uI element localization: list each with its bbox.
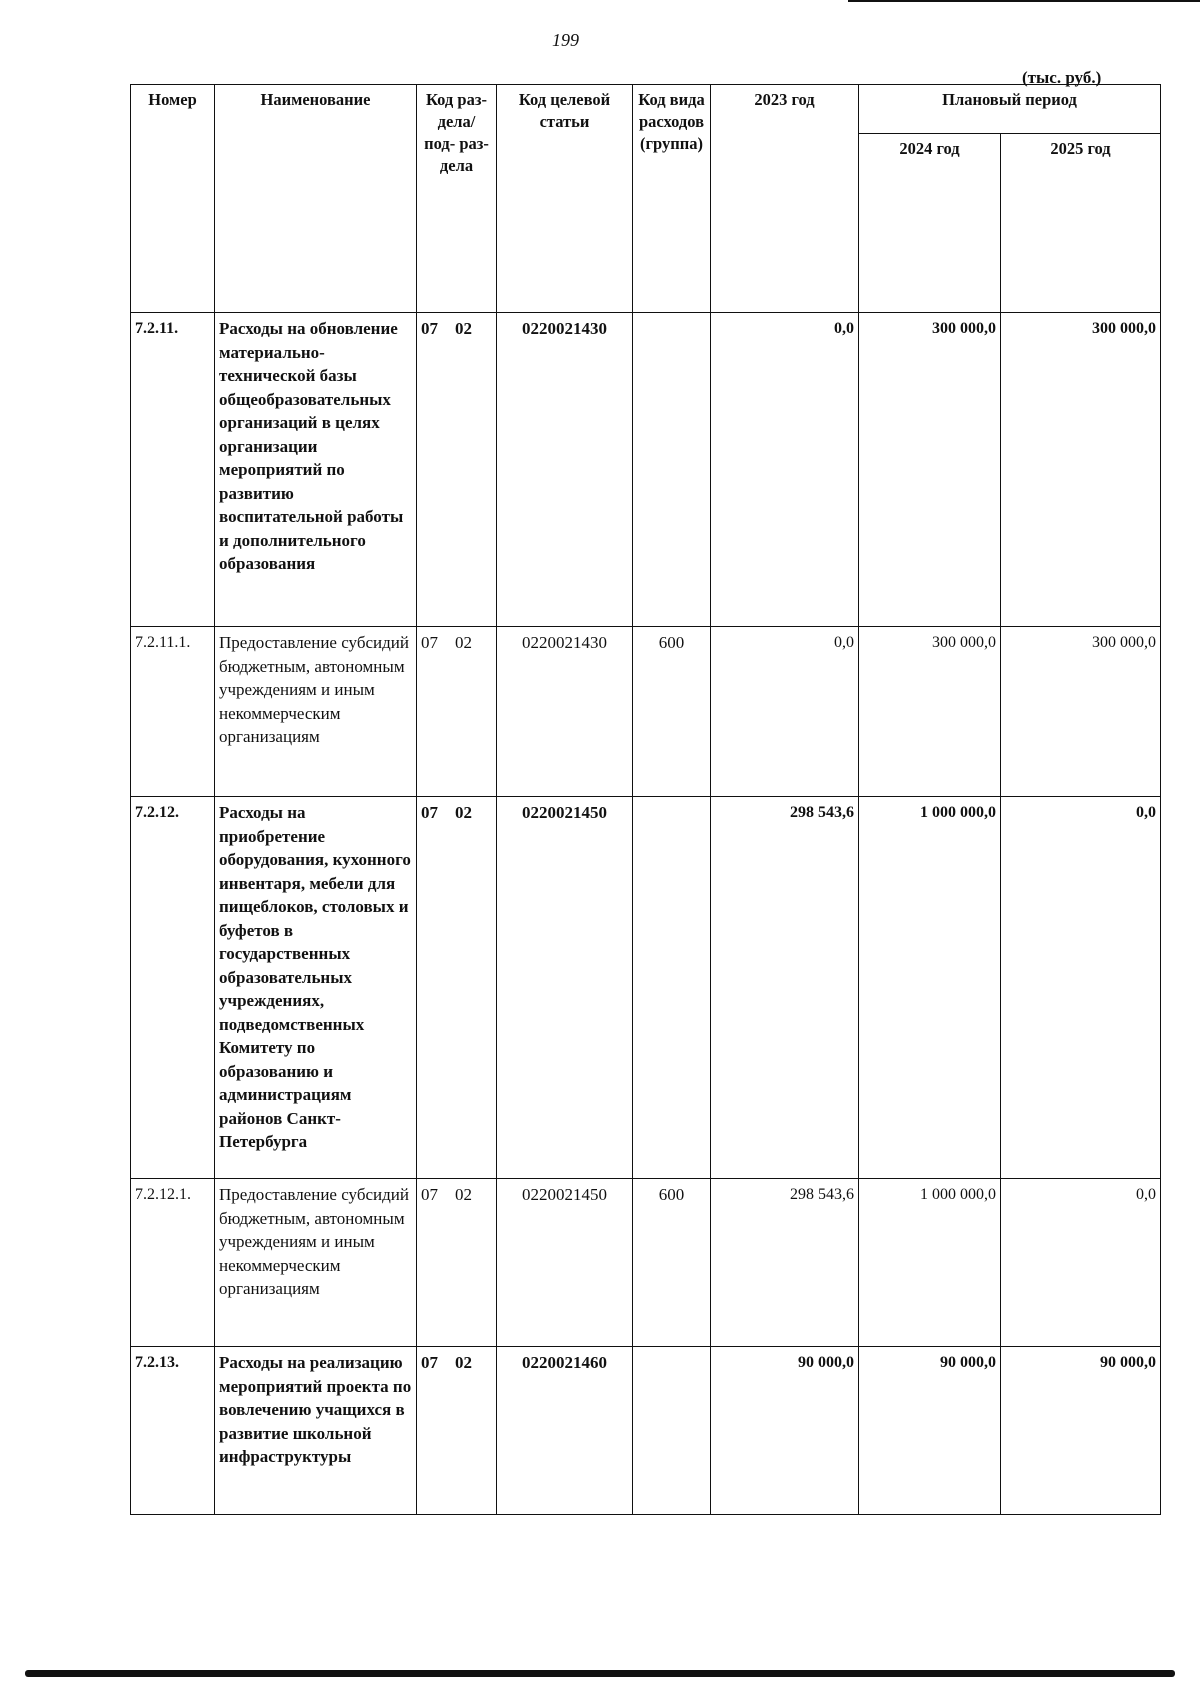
- table-row: [131, 1179, 1161, 1347]
- header-number: Номер: [131, 85, 215, 313]
- row-expense-group: [633, 797, 711, 1179]
- section-code: 07: [421, 1185, 438, 1204]
- row-section: [417, 627, 497, 797]
- row-amount-2025: 300 000,0: [1001, 313, 1161, 627]
- header-planned-period: Плановый период: [859, 85, 1161, 134]
- subsection-code: 02: [455, 1353, 472, 1372]
- bottom-rule: [25, 1670, 1175, 1677]
- subsection-code: 02: [455, 633, 472, 652]
- row-target-code: 0220021460: [497, 1347, 633, 1515]
- row-amount-2023: 298 543,6: [711, 1179, 859, 1347]
- top-rule: [848, 0, 1200, 2]
- page-number: 199: [552, 30, 579, 50]
- row-section: [417, 313, 497, 627]
- header-expense-type-code: Код вида расходов (группа): [633, 85, 711, 313]
- table-row: [131, 1347, 1161, 1515]
- row-name: Предоставление субсидий бюджетным, автономным учреждениям и иным некоммерческим организациям: [215, 627, 417, 797]
- row-expense-group: 600: [633, 1179, 711, 1347]
- section-code: 07: [421, 1353, 438, 1372]
- row-amount-2024: 300 000,0: [859, 313, 1001, 627]
- row-section: [417, 1179, 497, 1347]
- subsection-code: 02: [455, 803, 472, 822]
- subsection-code: 02: [455, 1185, 472, 1204]
- table-row: [131, 313, 1161, 627]
- section-code: 07: [421, 803, 438, 822]
- row-expense-group: [633, 1347, 711, 1515]
- row-expense-group: 600: [633, 627, 711, 797]
- row-number: 7.2.13.: [131, 1347, 215, 1515]
- row-section: [417, 1347, 497, 1515]
- row-expense-group: [633, 313, 711, 627]
- section-code: 07: [421, 319, 438, 338]
- row-amount-2023: 0,0: [711, 313, 859, 627]
- row-target-code: 0220021450: [497, 797, 633, 1179]
- row-amount-2023: 90 000,0: [711, 1347, 859, 1515]
- header-year-2024: 2024 год: [859, 134, 1001, 313]
- header-row: [131, 85, 1161, 134]
- row-amount-2024: 300 000,0: [859, 627, 1001, 797]
- row-number: 7.2.11.1.: [131, 627, 215, 797]
- row-target-code: 0220021450: [497, 1179, 633, 1347]
- row-section: [417, 797, 497, 1179]
- row-amount-2025: 0,0: [1001, 1179, 1161, 1347]
- row-amount-2024: 1 000 000,0: [859, 1179, 1001, 1347]
- row-amount-2024: 1 000 000,0: [859, 797, 1001, 1179]
- row-name: Предоставление субсидий бюджетным, автономным учреждениям и иным некоммерческим организациям: [215, 1179, 417, 1347]
- row-amount-2023: 0,0: [711, 627, 859, 797]
- row-amount-2023: 298 543,6: [711, 797, 859, 1179]
- row-name: Расходы на обновление материально-технической базы общеобразовательных организаций в целях организации мероприятий по развитию воспитательной работы и дополнительного образования: [215, 313, 417, 627]
- header-year-2023: 2023 год: [711, 85, 859, 313]
- section-code: 07: [421, 633, 438, 652]
- units-label: (тыс. руб.): [1022, 68, 1102, 87]
- header-year-2025: 2025 год: [1001, 134, 1161, 313]
- budget-table: [130, 84, 1161, 1515]
- row-target-code: 0220021430: [497, 627, 633, 797]
- row-number: 7.2.12.: [131, 797, 215, 1179]
- row-name: Расходы на приобретение оборудования, кухонного инвентаря, мебели для пищеблоков, столовых и буфетов в государственных образовательных учреждениях, подведомственных Комитету по образованию и администрациям районов Санкт-Петербурга: [215, 797, 417, 1179]
- subsection-code: 02: [455, 319, 472, 338]
- row-number: 7.2.12.1.: [131, 1179, 215, 1347]
- row-amount-2025: 300 000,0: [1001, 627, 1161, 797]
- row-amount-2024: 90 000,0: [859, 1347, 1001, 1515]
- header-section-code: Код раз- дела/ под- раз- дела: [417, 85, 497, 313]
- table-row: [131, 797, 1161, 1179]
- row-target-code: 0220021430: [497, 313, 633, 627]
- table-row: [131, 627, 1161, 797]
- row-amount-2025: 90 000,0: [1001, 1347, 1161, 1515]
- header-target-code: Код целевой статьи: [497, 85, 633, 313]
- row-number: 7.2.11.: [131, 313, 215, 627]
- row-name: Расходы на реализацию мероприятий проекта по вовлечению учащихся в развитие школьной инфраструктуры: [215, 1347, 417, 1515]
- row-amount-2025: 0,0: [1001, 797, 1161, 1179]
- header-name: Наименование: [215, 85, 417, 313]
